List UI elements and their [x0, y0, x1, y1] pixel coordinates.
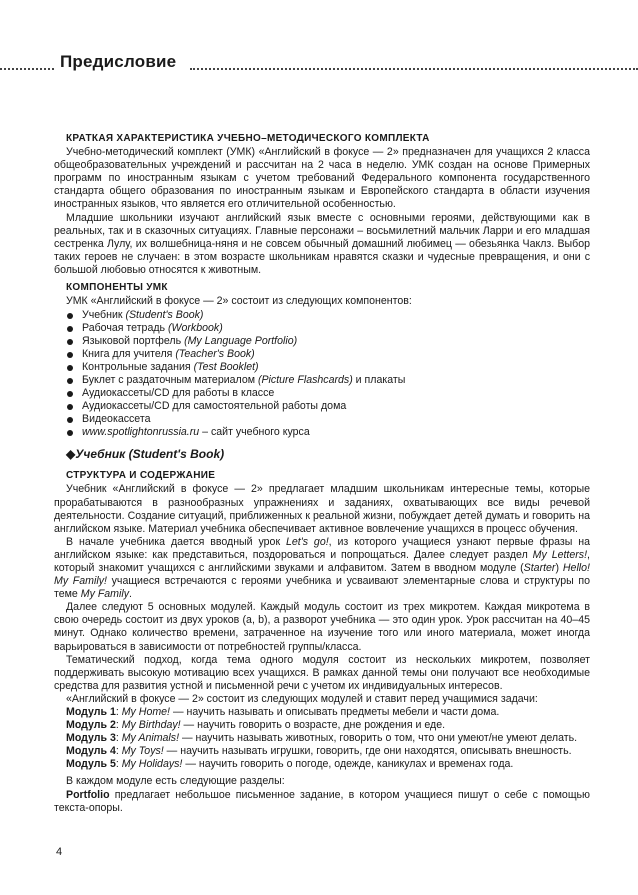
bullet-icon — [67, 326, 73, 332]
page-title: Предисловие — [60, 52, 177, 71]
paragraph: Тематический подход, когда тема одного модуля состоит из нескольких микротем, позволяет поддерживать высокую мотивацию всех учащихся. В рамках данной темы они получают все необходимые средства для развития устной и письменной речи с учетом их индивидуальных интересов. — [54, 653, 590, 692]
section-heading-structure: СТРУКТУРА И СОДЕРЖАНИЕ — [66, 470, 216, 482]
bullet-icon — [67, 352, 73, 358]
module-item: Модуль 1: My Home! — научить называть и описывать предметы мебели и части дома. — [66, 706, 500, 718]
bullet-icon — [67, 339, 73, 345]
list-item: Учебник (Student's Book) — [66, 309, 590, 322]
list-item: Книга для учителя (Teacher's Book) — [66, 348, 590, 361]
list-item: Буклет с раздаточным материалом (Picture Flashcards) и плакаты — [66, 374, 590, 387]
components-list — [54, 309, 590, 439]
list-item: Аудиокассеты/CD для работы в классе — [66, 387, 590, 400]
section-heading-overview: КРАТКАЯ ХАРАКТЕРИСТИКА УЧЕБНО–МЕТОДИЧЕСКОГО КОМПЛЕКТА — [66, 133, 430, 144]
page-number: 4 — [56, 846, 63, 858]
paragraph: Учебник «Английский в фокусе — 2» предлагает младшим школьникам интересные темы, которые прорабатываются в разнообразных упражнениях и заданиях, охватывающих все виды речевой деятельности. Создание ситуаций, приближенных к реальной жизни, побуждает детей думать и говорить на английском языке. Материал учебника обеспечивает активное вовлечение учащихся в процесс обучения. — [54, 483, 590, 535]
bullet-icon — [67, 313, 73, 319]
header-dotted-rule-left — [0, 68, 54, 70]
bullet-icon — [67, 365, 73, 371]
list-item: Видеокассета — [66, 413, 590, 426]
bullet-icon — [67, 378, 73, 384]
bullet-icon — [67, 417, 73, 423]
section-heading-components: КОМПОНЕНТЫ УМК — [66, 282, 168, 294]
list-item: Рабочая тетрадь (Workbook) — [66, 322, 590, 335]
paragraph: «Английский в фокусе — 2» состоит из следующих модулей и ставит перед учащимися задачи: — [66, 692, 538, 705]
module-item: Модуль 2: My Birthday! — научить говорить о возрасте, дне рождения и еде. — [66, 719, 446, 732]
bullet-icon — [67, 391, 73, 397]
paragraph: Учебно-методический комплект (УМК) «Английский в фокусе — 2» предназначен для учащихся 2 класса общеобразовательных учреждений и рассчитан на 2 часа в неделю. УМК создан на основе Примерных программ по иностранным языкам с учетом требований Федерального компонента государственного стандарта общего образования по иностранным языкам и Европейского стандарта в области изучения иностранных языков, что является его отличительной особенностью. — [54, 146, 590, 211]
page-content — [54, 132, 590, 815]
bullet-icon — [67, 430, 73, 436]
paragraph: УМК «Английский в фокусе — 2» состоит из следующих компонентов: — [66, 295, 412, 308]
subsection-title-students-book: ◆Учебник (Student's Book) — [66, 447, 225, 462]
paragraph: Младшие школьники изучают английский язык вместе с основными героями, действующими как в реальных, так и в сказочных ситуациях. Главные персонажи – восьмилетний мальчик Ларри и его младшая сестренка Лулу, их волшебница-няня и не совсем обычный домашний любимец — обезьянка Чаклз. Выбор таких героев не случаен: в этом возрасте школьникам нравятся сказки и чудесные превращения, и они с большой любовью относятся к животным. — [54, 211, 590, 276]
bullet-icon — [67, 404, 73, 410]
paragraph: Portfolio предлагает небольшое письменное задание, в котором учащиеся пишут о себе с помощью текста-опоры. — [54, 788, 590, 814]
list-item: Аудиокассеты/CD для самостоятельной работы дома — [66, 400, 590, 413]
paragraph: В каждом модуле есть следующие разделы: — [66, 775, 285, 788]
module-item: Модуль 4: My Toys! — научить называть игрушки, говорить, где они находятся, описывать внешность. — [66, 745, 572, 758]
modules-list — [54, 706, 590, 771]
list-item: Контрольные задания (Test Booklet) — [66, 361, 590, 374]
list-item: www.spotlightonrussia.ru – сайт учебного курса — [66, 426, 590, 439]
module-item: Модуль 3: My Animals! — научить называть животных, говорить о том, что они умеют/не умеют делать. — [66, 732, 578, 745]
header-dotted-rule-right — [190, 68, 638, 70]
list-item: Языковой портфель (My Language Portfolio) — [66, 335, 590, 348]
module-item: Модуль 5: My Holidays! — научить говорить о погоде, одежде, каникулах и временах года. — [66, 758, 514, 771]
paragraph: Далее следуют 5 основных модулей. Каждый модуль состоит из трех микротем. Каждая микротема в свою очередь состоит из двух уроков (a, b), а разворот учебника — это один урок. Урок рассчитан на 40–45 минут. Однако количество времени, затраченное на изучение того или иного материала, может иногда варьироваться в зависимости от потребностей группы/класса. — [54, 601, 590, 653]
paragraph: В начале учебника дается вводный урок Let's go!, из которого учащиеся узнают первые фразы на английском языке: как представиться, поздороваться и попрощаться. Далее следует раздел My Letters!, который знакомит учащихся с английскими звуками и алфавитом. Затем в вводном модуле (Starter) Hello! My Family! учащиеся встречаются с героями учебника и усваивают элементарные слова и структуры по теме My Family. — [54, 535, 591, 601]
diamond-icon: ◆ — [66, 447, 76, 462]
page-header — [0, 52, 638, 76]
